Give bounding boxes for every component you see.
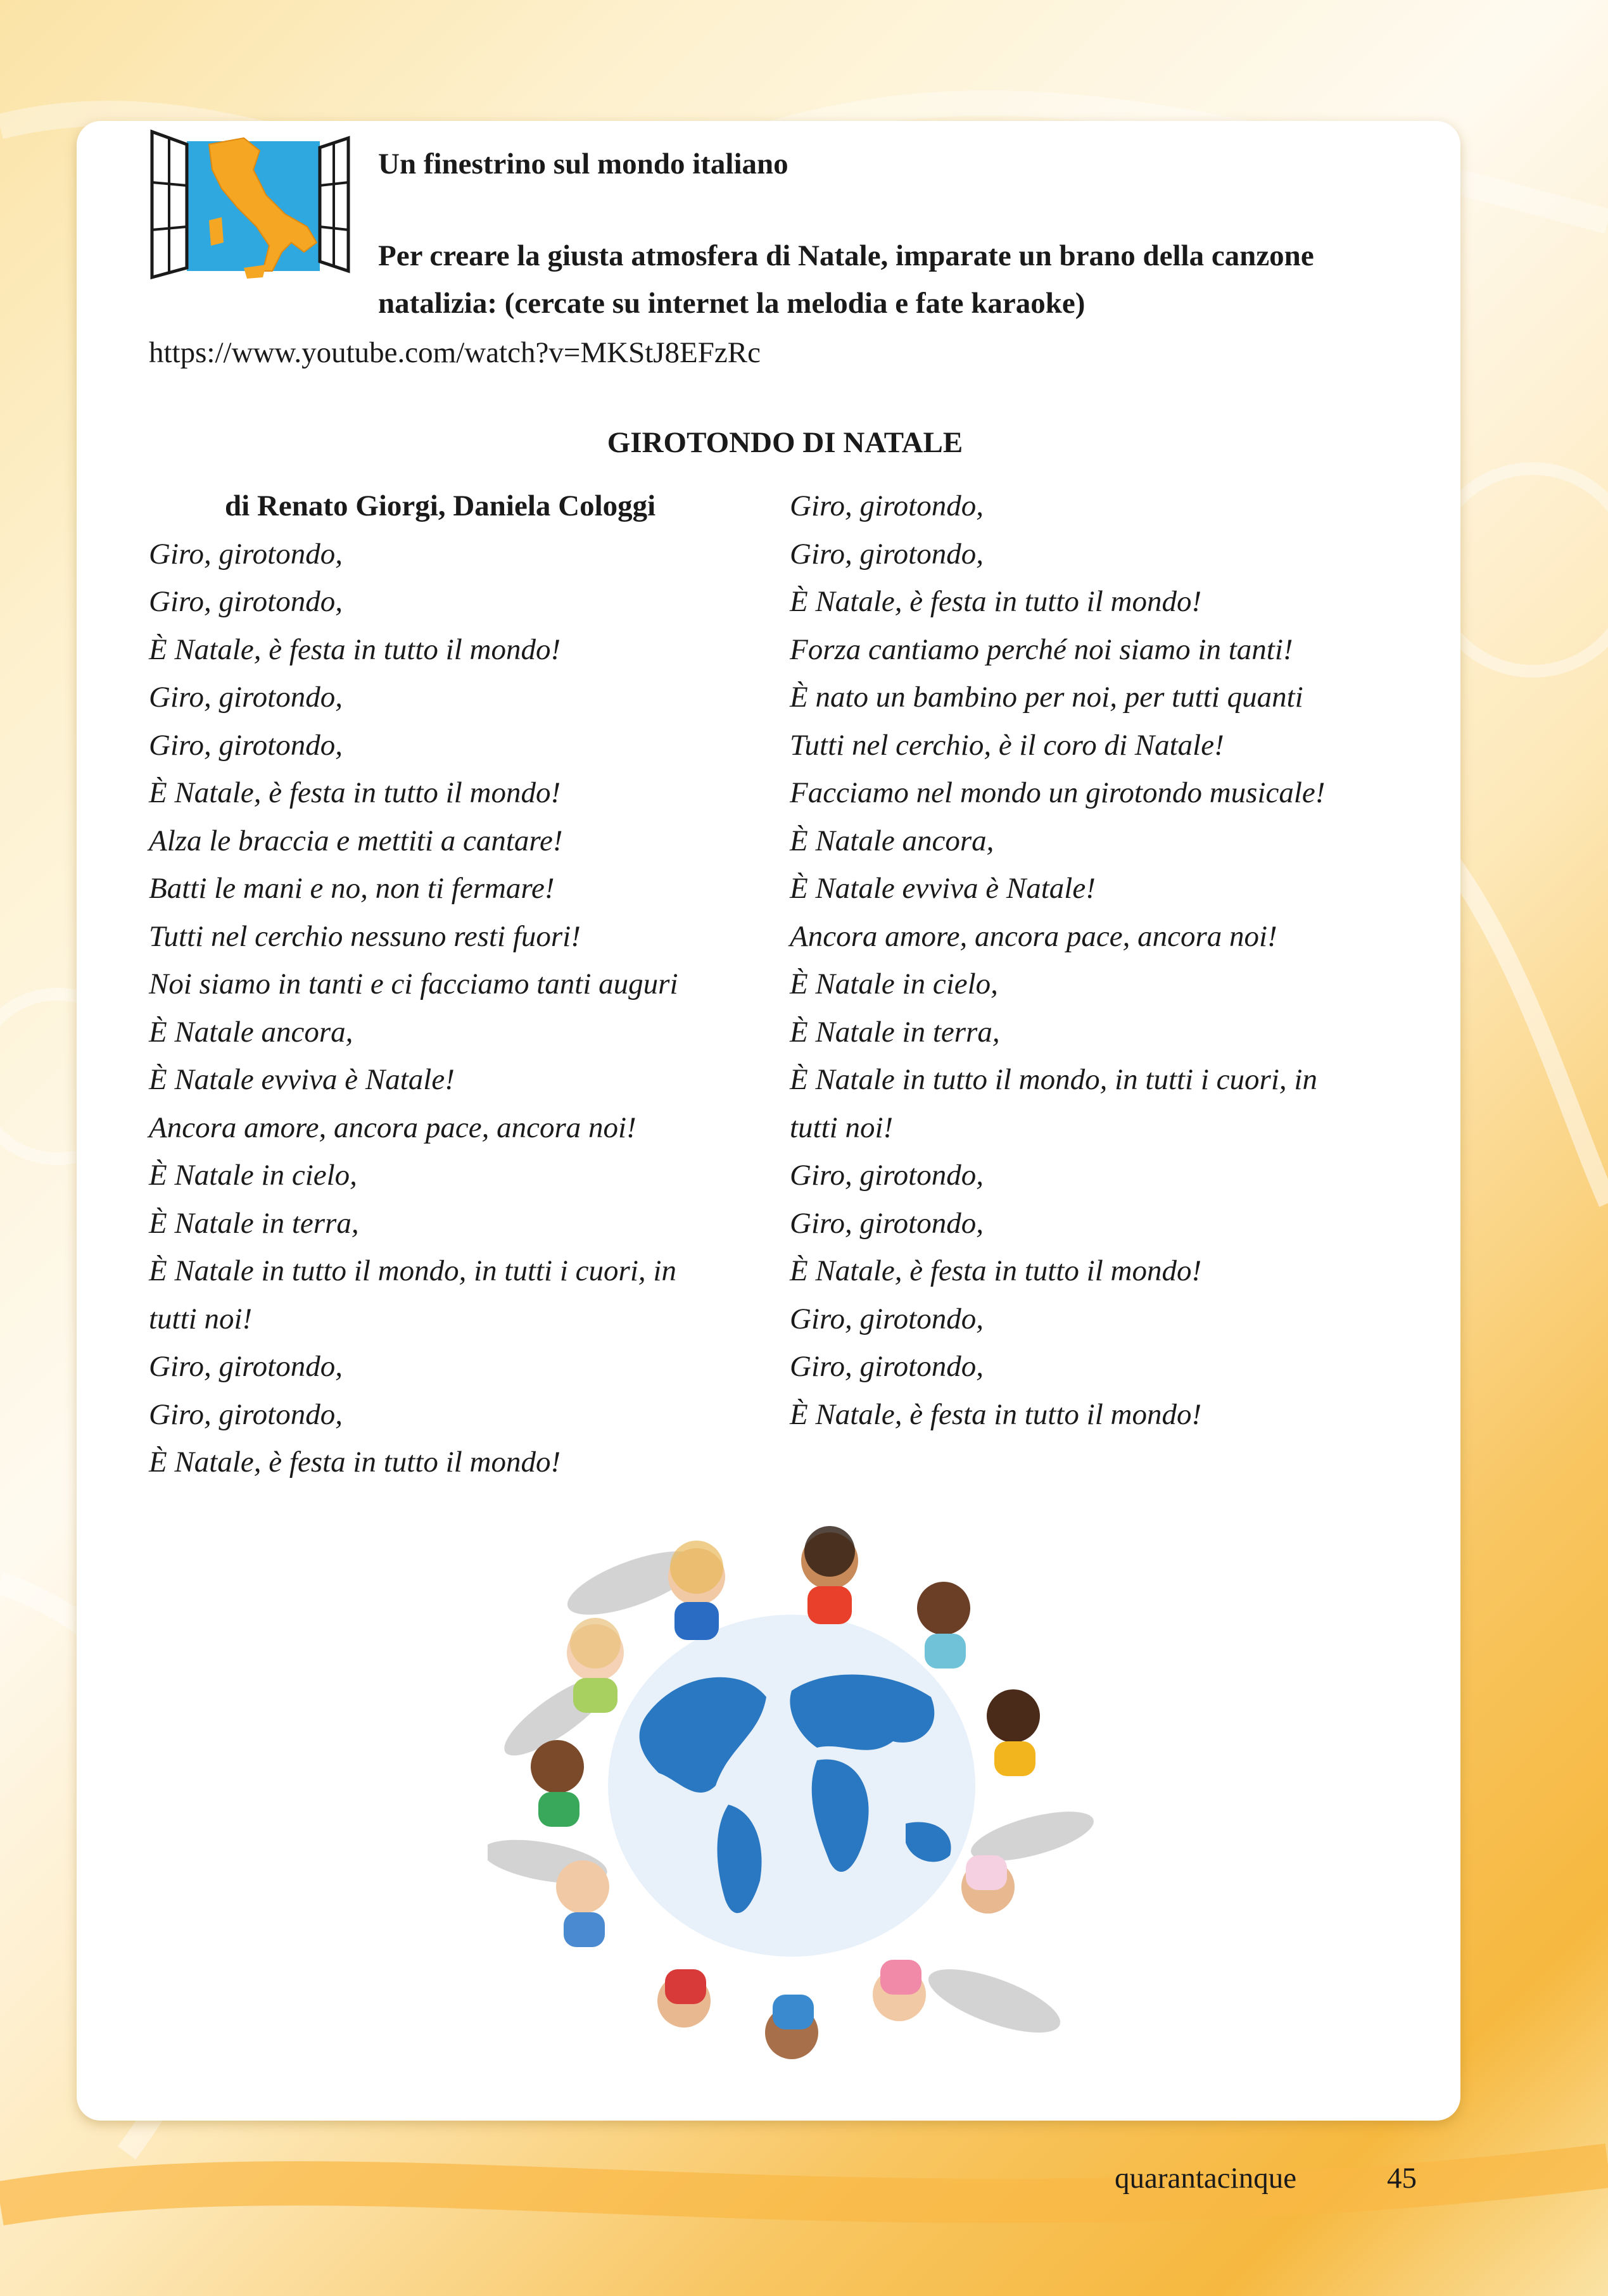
lyric-line: È Natale, è festa in tutto il mondo! — [790, 1397, 1202, 1431]
lyric-line: Giro, girotondo, — [149, 585, 343, 618]
intro-block — [378, 141, 1423, 327]
window-italy-map-icon — [149, 125, 351, 281]
lyric-line: È nato un bambino per noi, per tutti quanti — [790, 681, 1303, 714]
lyric-line: Giro, girotondo, — [790, 1206, 984, 1240]
lyric-line: Giro, girotondo, — [790, 489, 984, 522]
section-title: Un finestrino sul mondo italiano — [378, 148, 788, 180]
lyric-line: Giro, girotondo, — [149, 681, 343, 714]
lyric-line: Giro, girotondo, — [790, 537, 984, 571]
lyric-line: Giro, girotondo, — [149, 537, 343, 571]
lyric-line: È Natale, è festa in tutto il mondo! — [149, 1446, 561, 1479]
lyric-line: Tutti nel cerchio, è il coro di Natale! — [790, 728, 1224, 762]
lyric-line: Giro, girotondo, — [149, 728, 343, 762]
lyric-line: Noi siamo in tanti e ci facciamo tanti auguri — [149, 968, 678, 1000]
lyric-line: È Natale in cielo, — [149, 1159, 357, 1192]
lyric-line: Giro, girotondo, — [149, 1350, 343, 1383]
lyric-line: È Natale in tutto il mondo, in tutti i cuori, in — [149, 1254, 676, 1287]
lyric-line: tutti noi! — [149, 1302, 253, 1335]
lyric-line: Alza le braccia e mettiti a cantare! — [149, 824, 563, 857]
lyric-line: Ancora amore, ancora pace, ancora noi! — [149, 1111, 636, 1144]
lyric-line: tutti noi! — [790, 1111, 894, 1144]
instructions-line-1: Per creare la giusta atmosfera di Natale, imparate un brano della canzone — [378, 239, 1314, 272]
instructions-line-2: natalizia: (cercate su internet la melodia e fate karaoke) — [378, 287, 1086, 320]
lyric-line: Tutti nel cerchio nessuno resti fuori! — [149, 919, 581, 953]
lyric-line: È Natale in tutto il mondo, in tutti i cuori, in — [790, 1063, 1317, 1096]
youtube-url[interactable]: https://www.youtube.com/watch?v=MKStJ8EFzRc — [149, 336, 761, 369]
lyric-line: Batti le mani e no, non ti fermare! — [149, 872, 555, 905]
lyric-line: Facciamo nel mondo un girotondo musicale! — [790, 776, 1326, 809]
lyric-line: È Natale in terra, — [790, 1015, 1000, 1049]
lyric-line: Giro, girotondo, — [790, 1350, 984, 1383]
children-around-globe-illustration — [488, 1507, 1096, 2102]
lyric-line: È Natale evviva è Natale! — [149, 1063, 455, 1096]
lyric-line: Giro, girotondo, — [790, 1159, 984, 1192]
lyric-line: È Natale, è festa in tutto il mondo! — [790, 585, 1202, 618]
lyric-line: Forza cantiamo perché noi siamo in tanti! — [790, 633, 1293, 666]
lyric-line: È Natale, è festa in tutto il mondo! — [149, 633, 561, 666]
lyric-line: È Natale evviva è Natale! — [790, 872, 1096, 905]
song-title: GIROTONDO DI NATALE — [607, 426, 963, 459]
lyric-line: Giro, girotondo, — [790, 1302, 984, 1335]
page-number-word: quarantacinque — [1115, 2162, 1297, 2195]
lyric-line: È Natale, è festa in tutto il mondo! — [790, 1254, 1202, 1287]
song-authors: di Renato Giorgi, Daniela Cologgi — [225, 489, 656, 522]
lyrics-right-column — [790, 483, 1423, 1439]
lyric-line: È Natale in cielo, — [790, 968, 998, 1000]
lyrics-left-column — [149, 483, 731, 1487]
page-number: 45 — [1387, 2162, 1417, 2195]
lyric-line: È Natale, è festa in tutto il mondo! — [149, 776, 561, 809]
lyric-line: È Natale in terra, — [149, 1206, 359, 1240]
lyric-line: Ancora amore, ancora pace, ancora noi! — [790, 919, 1277, 953]
lyric-line: È Natale ancora, — [149, 1015, 353, 1049]
lyric-line: È Natale ancora, — [790, 824, 994, 857]
lyric-line: Giro, girotondo, — [149, 1397, 343, 1431]
